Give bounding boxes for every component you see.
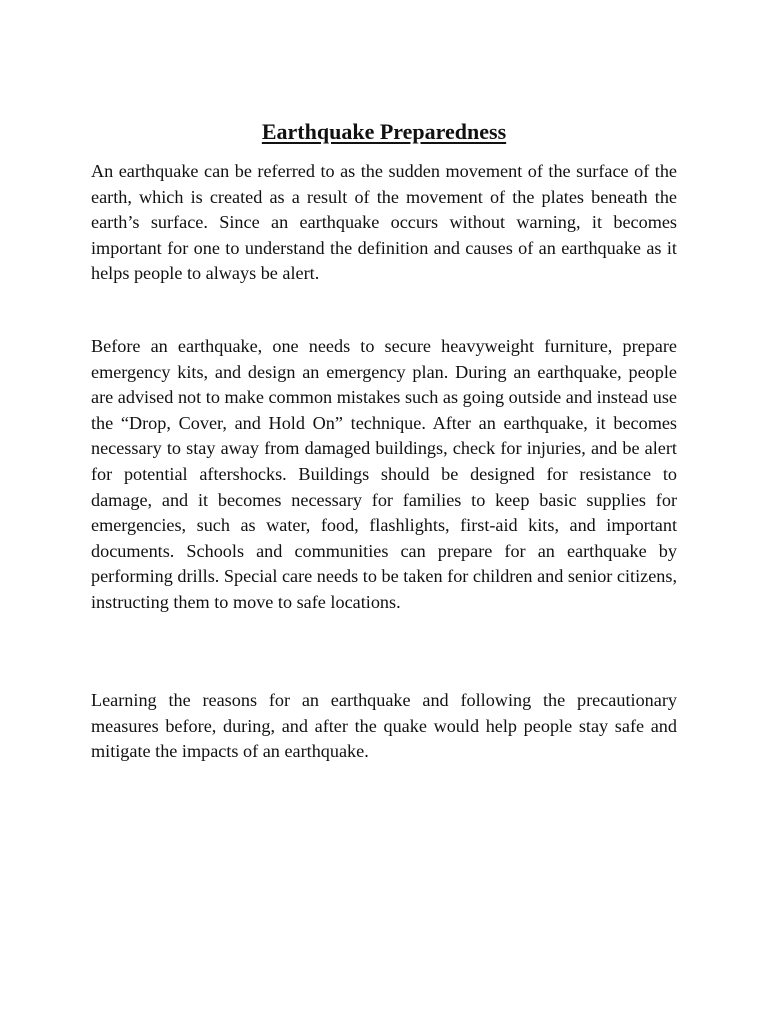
- paragraph-precautions: Before an earthquake, one needs to secure heavyweight furniture, prepare emergency kits, and design an emergency plan. During an earthquake, people are advised not to make common mistakes such as going outside and instead use the “Drop, Cover, and Hold On” technique. After an earthquake, it becomes necessary to stay away from damaged buildings, check for injuries, and be alert for potential aftershocks. Buildings should be designed for resistance to damage, and it becomes necessary for families to keep basic supplies for emergencies, such as water, food, flashlights, first-aid kits, and important documents. Schools and communities can prepare for an earthquake by performing drills. Special care needs to be taken for children and senior citizens, instructing them to move to safe locations.: [91, 336, 677, 612]
- paragraph-intro: An earthquake can be referred to as the sudden movement of the surface of the earth, which is created as a result of the movement of the plates beneath the earth’s surface. Since an earthquake occurs without warning, it becomes important for one to understand the definition and causes of an earthquake as it helps people to always be alert.: [91, 161, 677, 284]
- document-title: Earthquake Preparedness: [261, 119, 507, 144]
- paragraph-conclusion: Learning the reasons for an earthquake and following the precautionary measures before, during, and after the quake would help people stay safe and mitigate the impacts of an earthquake.: [91, 690, 677, 762]
